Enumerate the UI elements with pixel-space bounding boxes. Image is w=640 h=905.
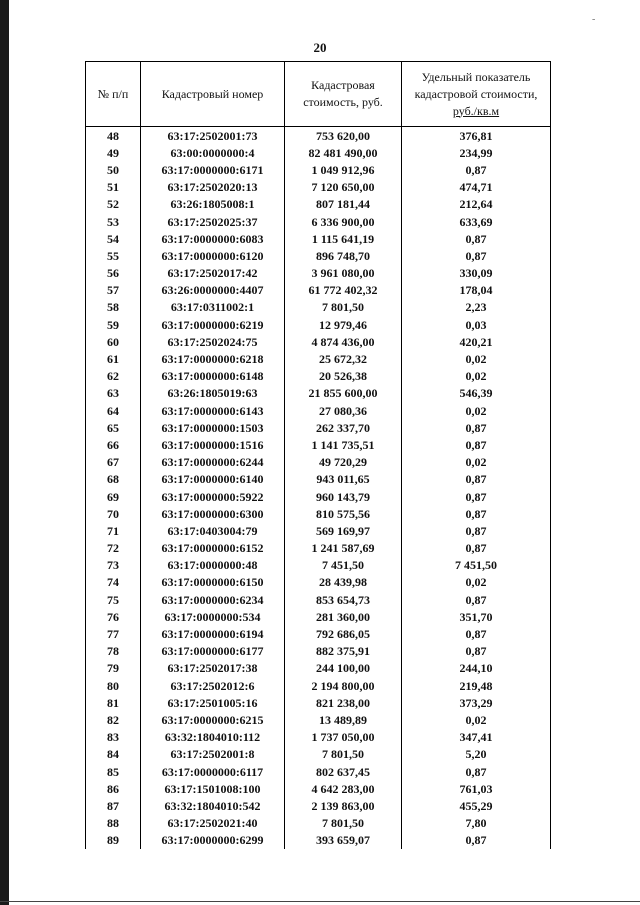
cadastral-value: 244 100,00 (285, 660, 402, 677)
cadastral-value: 262 337,70 (285, 419, 402, 436)
cadastral-value: 13 489,89 (285, 711, 402, 728)
specific-indicator: 330,09 (402, 265, 551, 282)
specific-indicator: 347,41 (402, 729, 551, 746)
cadastral-value: 943 011,65 (285, 471, 402, 488)
cadastral-value: 882 375,91 (285, 643, 402, 660)
table-row (86, 161, 551, 178)
table-row (86, 729, 551, 746)
table-row (86, 316, 551, 333)
table-row (86, 522, 551, 539)
row-number: 63 (86, 385, 141, 402)
specific-indicator: 0,87 (402, 419, 551, 436)
row-number: 55 (86, 247, 141, 264)
cadastral-number: 63:32:1804010:112 (141, 729, 285, 746)
row-number: 57 (86, 282, 141, 299)
cadastral-number: 63:26:1805008:1 (141, 196, 285, 213)
cadastral-value: 7 801,50 (285, 815, 402, 832)
cadastral-value: 1 241 587,69 (285, 540, 402, 557)
cadastral-number: 63:17:0000000:6152 (141, 540, 285, 557)
table-row (86, 368, 551, 385)
row-number: 66 (86, 436, 141, 453)
cadastral-number: 63:17:2502017:42 (141, 265, 285, 282)
row-number: 89 (86, 832, 141, 849)
specific-indicator: 0,87 (402, 832, 551, 849)
cadastral-number: 63:17:0000000:1516 (141, 436, 285, 453)
specific-indicator: 0,87 (402, 540, 551, 557)
cadastral-number: 63:17:0403004:79 (141, 522, 285, 539)
cadastral-value: 4 642 283,00 (285, 780, 402, 797)
cadastral-value: 569 169,97 (285, 522, 402, 539)
specific-indicator: 0,87 (402, 436, 551, 453)
table-row (86, 333, 551, 350)
cadastral-number: 63:17:0000000:6148 (141, 368, 285, 385)
table-row (86, 574, 551, 591)
specific-indicator: 0,87 (402, 522, 551, 539)
table-row (86, 608, 551, 625)
cadastral-number: 63:17:2502021:40 (141, 815, 285, 832)
cadastral-value: 7 801,50 (285, 746, 402, 763)
scan-edge-bar (0, 0, 9, 905)
cadastral-value: 960 143,79 (285, 488, 402, 505)
specific-indicator: 0,02 (402, 350, 551, 367)
specific-indicator: 455,29 (402, 797, 551, 814)
cadastral-number: 63:26:1805019:63 (141, 385, 285, 402)
scan-corner-mark: - (592, 14, 596, 25)
cadastral-value: 7 801,50 (285, 299, 402, 316)
cadastral-number: 63:17:0000000:6215 (141, 711, 285, 728)
specific-indicator: 7,80 (402, 815, 551, 832)
row-number: 78 (86, 643, 141, 660)
table-row (86, 144, 551, 161)
table-row (86, 350, 551, 367)
cadastral-value: 4 874 436,00 (285, 333, 402, 350)
row-number: 48 (86, 127, 141, 145)
specific-indicator: 376,81 (402, 127, 551, 145)
cadastral-number: 63:17:0000000:534 (141, 608, 285, 625)
cadastral-value: 281 360,00 (285, 608, 402, 625)
row-number: 58 (86, 299, 141, 316)
table-row (86, 265, 551, 282)
cadastral-number: 63:17:0000000:6117 (141, 763, 285, 780)
cadastral-value: 82 481 490,00 (285, 144, 402, 161)
table-row (86, 127, 551, 145)
row-number: 65 (86, 419, 141, 436)
specific-indicator: 420,21 (402, 333, 551, 350)
specific-indicator: 2,23 (402, 299, 551, 316)
specific-indicator: 0,02 (402, 574, 551, 591)
cadastral-value: 21 855 600,00 (285, 385, 402, 402)
cadastral-number: 63:17:0000000:6218 (141, 350, 285, 367)
page-number: 20 (313, 40, 327, 55)
row-number: 54 (86, 230, 141, 247)
cadastral-value: 1 737 050,00 (285, 729, 402, 746)
row-number: 77 (86, 625, 141, 642)
cadastral-value: 3 961 080,00 (285, 265, 402, 282)
cadastral-number: 63:00:0000000:4 (141, 144, 285, 161)
cadastral-number: 63:17:2502012:6 (141, 677, 285, 694)
cadastral-value: 20 526,38 (285, 368, 402, 385)
cadastral-value: 12 979,46 (285, 316, 402, 333)
table-row (86, 643, 551, 660)
table-row (86, 299, 551, 316)
cadastral-table (85, 61, 551, 849)
specific-indicator: 0,87 (402, 488, 551, 505)
specific-indicator: 0,87 (402, 471, 551, 488)
cadastral-number: 63:17:2502024:75 (141, 333, 285, 350)
cadastral-value: 802 637,45 (285, 763, 402, 780)
table-row (86, 385, 551, 402)
row-number: 62 (86, 368, 141, 385)
cadastral-number: 63:17:1501008:100 (141, 780, 285, 797)
cadastral-value: 2 194 800,00 (285, 677, 402, 694)
cadastral-value: 2 139 863,00 (285, 797, 402, 814)
cadastral-value: 1 115 641,19 (285, 230, 402, 247)
specific-indicator: 0,87 (402, 505, 551, 522)
row-number: 70 (86, 505, 141, 522)
cadastral-value: 807 181,44 (285, 196, 402, 213)
table-row (86, 797, 551, 814)
row-number: 82 (86, 711, 141, 728)
specific-indicator: 0,87 (402, 625, 551, 642)
specific-indicator: 0,87 (402, 247, 551, 264)
cadastral-number: 63:17:2502020:13 (141, 179, 285, 196)
row-number: 72 (86, 540, 141, 557)
row-number: 61 (86, 350, 141, 367)
cadastral-number: 63:17:0000000:6234 (141, 591, 285, 608)
table-row (86, 625, 551, 642)
cadastral-value: 7 451,50 (285, 557, 402, 574)
specific-indicator: 0,02 (402, 454, 551, 471)
table-row (86, 402, 551, 419)
row-number: 64 (86, 402, 141, 419)
specific-indicator: 244,10 (402, 660, 551, 677)
specific-indicator: 234,99 (402, 144, 551, 161)
row-number: 86 (86, 780, 141, 797)
cadastral-number: 63:17:0000000:6140 (141, 471, 285, 488)
specific-indicator: 212,64 (402, 196, 551, 213)
row-number: 68 (86, 471, 141, 488)
cadastral-number: 63:17:2502001:8 (141, 746, 285, 763)
row-number: 87 (86, 797, 141, 814)
cadastral-number: 63:17:2502017:38 (141, 660, 285, 677)
cadastral-value: 7 120 650,00 (285, 179, 402, 196)
row-number: 69 (86, 488, 141, 505)
table-row (86, 557, 551, 574)
table-row (86, 454, 551, 471)
specific-indicator: 0,87 (402, 161, 551, 178)
specific-indicator: 351,70 (402, 608, 551, 625)
cadastral-value: 810 575,56 (285, 505, 402, 522)
cadastral-value: 49 720,29 (285, 454, 402, 471)
cadastral-value: 792 686,05 (285, 625, 402, 642)
specific-indicator: 761,03 (402, 780, 551, 797)
scan-bottom-line (0, 901, 640, 902)
table-row (86, 196, 551, 213)
cadastral-number: 63:17:0000000:6194 (141, 625, 285, 642)
cadastral-value: 393 659,07 (285, 832, 402, 849)
table-row (86, 746, 551, 763)
table-row (86, 660, 551, 677)
row-number: 51 (86, 179, 141, 196)
cadastral-number: 63:17:2502001:73 (141, 127, 285, 145)
specific-indicator: 0,03 (402, 316, 551, 333)
table-row (86, 832, 551, 849)
cadastral-value: 853 654,73 (285, 591, 402, 608)
specific-indicator: 0,87 (402, 763, 551, 780)
row-number: 79 (86, 660, 141, 677)
row-number: 83 (86, 729, 141, 746)
table-row (86, 230, 551, 247)
specific-indicator: 633,69 (402, 213, 551, 230)
row-number: 73 (86, 557, 141, 574)
table-row (86, 419, 551, 436)
cadastral-number: 63:17:0000000:6244 (141, 454, 285, 471)
row-number: 60 (86, 333, 141, 350)
table-row (86, 694, 551, 711)
cadastral-number: 63:17:2501005:16 (141, 694, 285, 711)
specific-indicator: 7 451,50 (402, 557, 551, 574)
table-row (86, 488, 551, 505)
header-specific-indicator-main: Удельный показатель кадастровой стоимости, (414, 69, 538, 101)
cadastral-number: 63:17:0000000:6299 (141, 832, 285, 849)
header-specific-indicator (402, 62, 551, 127)
table-row (86, 247, 551, 264)
table-row (86, 282, 551, 299)
cadastral-number: 63:17:0311002:1 (141, 299, 285, 316)
row-number: 75 (86, 591, 141, 608)
cadastral-number: 63:17:0000000:6150 (141, 574, 285, 591)
table-row (86, 711, 551, 728)
cadastral-number: 63:26:0000000:4407 (141, 282, 285, 299)
cadastral-value: 1 049 912,96 (285, 161, 402, 178)
row-number: 76 (86, 608, 141, 625)
cadastral-number: 63:17:2502025:37 (141, 213, 285, 230)
table-row (86, 213, 551, 230)
table-row (86, 591, 551, 608)
specific-indicator: 178,04 (402, 282, 551, 299)
cadastral-number: 63:17:0000000:6300 (141, 505, 285, 522)
row-number: 80 (86, 677, 141, 694)
specific-indicator: 0,87 (402, 230, 551, 247)
specific-indicator: 0,02 (402, 402, 551, 419)
specific-indicator: 474,71 (402, 179, 551, 196)
table-row (86, 780, 551, 797)
table-row (86, 436, 551, 453)
specific-indicator: 0,87 (402, 591, 551, 608)
header-cadastral-value: Кадастровая стоимость, руб. (285, 62, 402, 127)
row-number: 88 (86, 815, 141, 832)
row-number: 53 (86, 213, 141, 230)
cadastral-value: 821 238,00 (285, 694, 402, 711)
row-number: 49 (86, 144, 141, 161)
cadastral-value: 61 772 402,32 (285, 282, 402, 299)
table-row (86, 471, 551, 488)
row-number: 81 (86, 694, 141, 711)
row-number: 50 (86, 161, 141, 178)
table-row (86, 815, 551, 832)
row-number: 85 (86, 763, 141, 780)
row-number: 56 (86, 265, 141, 282)
row-number: 52 (86, 196, 141, 213)
specific-indicator: 546,39 (402, 385, 551, 402)
table-header-row (86, 62, 551, 127)
cadastral-number: 63:17:0000000:6143 (141, 402, 285, 419)
header-specific-indicator-unit: руб./кв.м (452, 103, 500, 118)
specific-indicator: 0,02 (402, 368, 551, 385)
row-number: 67 (86, 454, 141, 471)
cadastral-number: 63:32:1804010:542 (141, 797, 285, 814)
cadastral-number: 63:17:0000000:6171 (141, 161, 285, 178)
cadastral-number: 63:17:0000000:48 (141, 557, 285, 574)
cadastral-value: 28 439,98 (285, 574, 402, 591)
cadastral-value: 1 141 735,51 (285, 436, 402, 453)
specific-indicator: 0,87 (402, 643, 551, 660)
row-number: 74 (86, 574, 141, 591)
table-row (86, 540, 551, 557)
cadastral-value: 753 620,00 (285, 127, 402, 145)
row-number: 71 (86, 522, 141, 539)
cadastral-number: 63:17:0000000:6219 (141, 316, 285, 333)
row-number: 59 (86, 316, 141, 333)
specific-indicator: 373,29 (402, 694, 551, 711)
header-cadastral-number: Кадастровый номер (141, 62, 285, 127)
cadastral-value: 6 336 900,00 (285, 213, 402, 230)
cadastral-number: 63:17:0000000:5922 (141, 488, 285, 505)
specific-indicator: 0,02 (402, 711, 551, 728)
cadastral-value: 27 080,36 (285, 402, 402, 419)
table-row (86, 179, 551, 196)
cadastral-value: 896 748,70 (285, 247, 402, 264)
cadastral-value: 25 672,32 (285, 350, 402, 367)
table-row (86, 677, 551, 694)
table-row (86, 505, 551, 522)
specific-indicator: 5,20 (402, 746, 551, 763)
cadastral-number: 63:17:0000000:6120 (141, 247, 285, 264)
cadastral-number: 63:17:0000000:6177 (141, 643, 285, 660)
specific-indicator: 219,48 (402, 677, 551, 694)
cadastral-number: 63:17:0000000:1503 (141, 419, 285, 436)
table-row (86, 763, 551, 780)
row-number: 84 (86, 746, 141, 763)
cadastral-number: 63:17:0000000:6083 (141, 230, 285, 247)
header-num: № п/п (86, 62, 141, 127)
